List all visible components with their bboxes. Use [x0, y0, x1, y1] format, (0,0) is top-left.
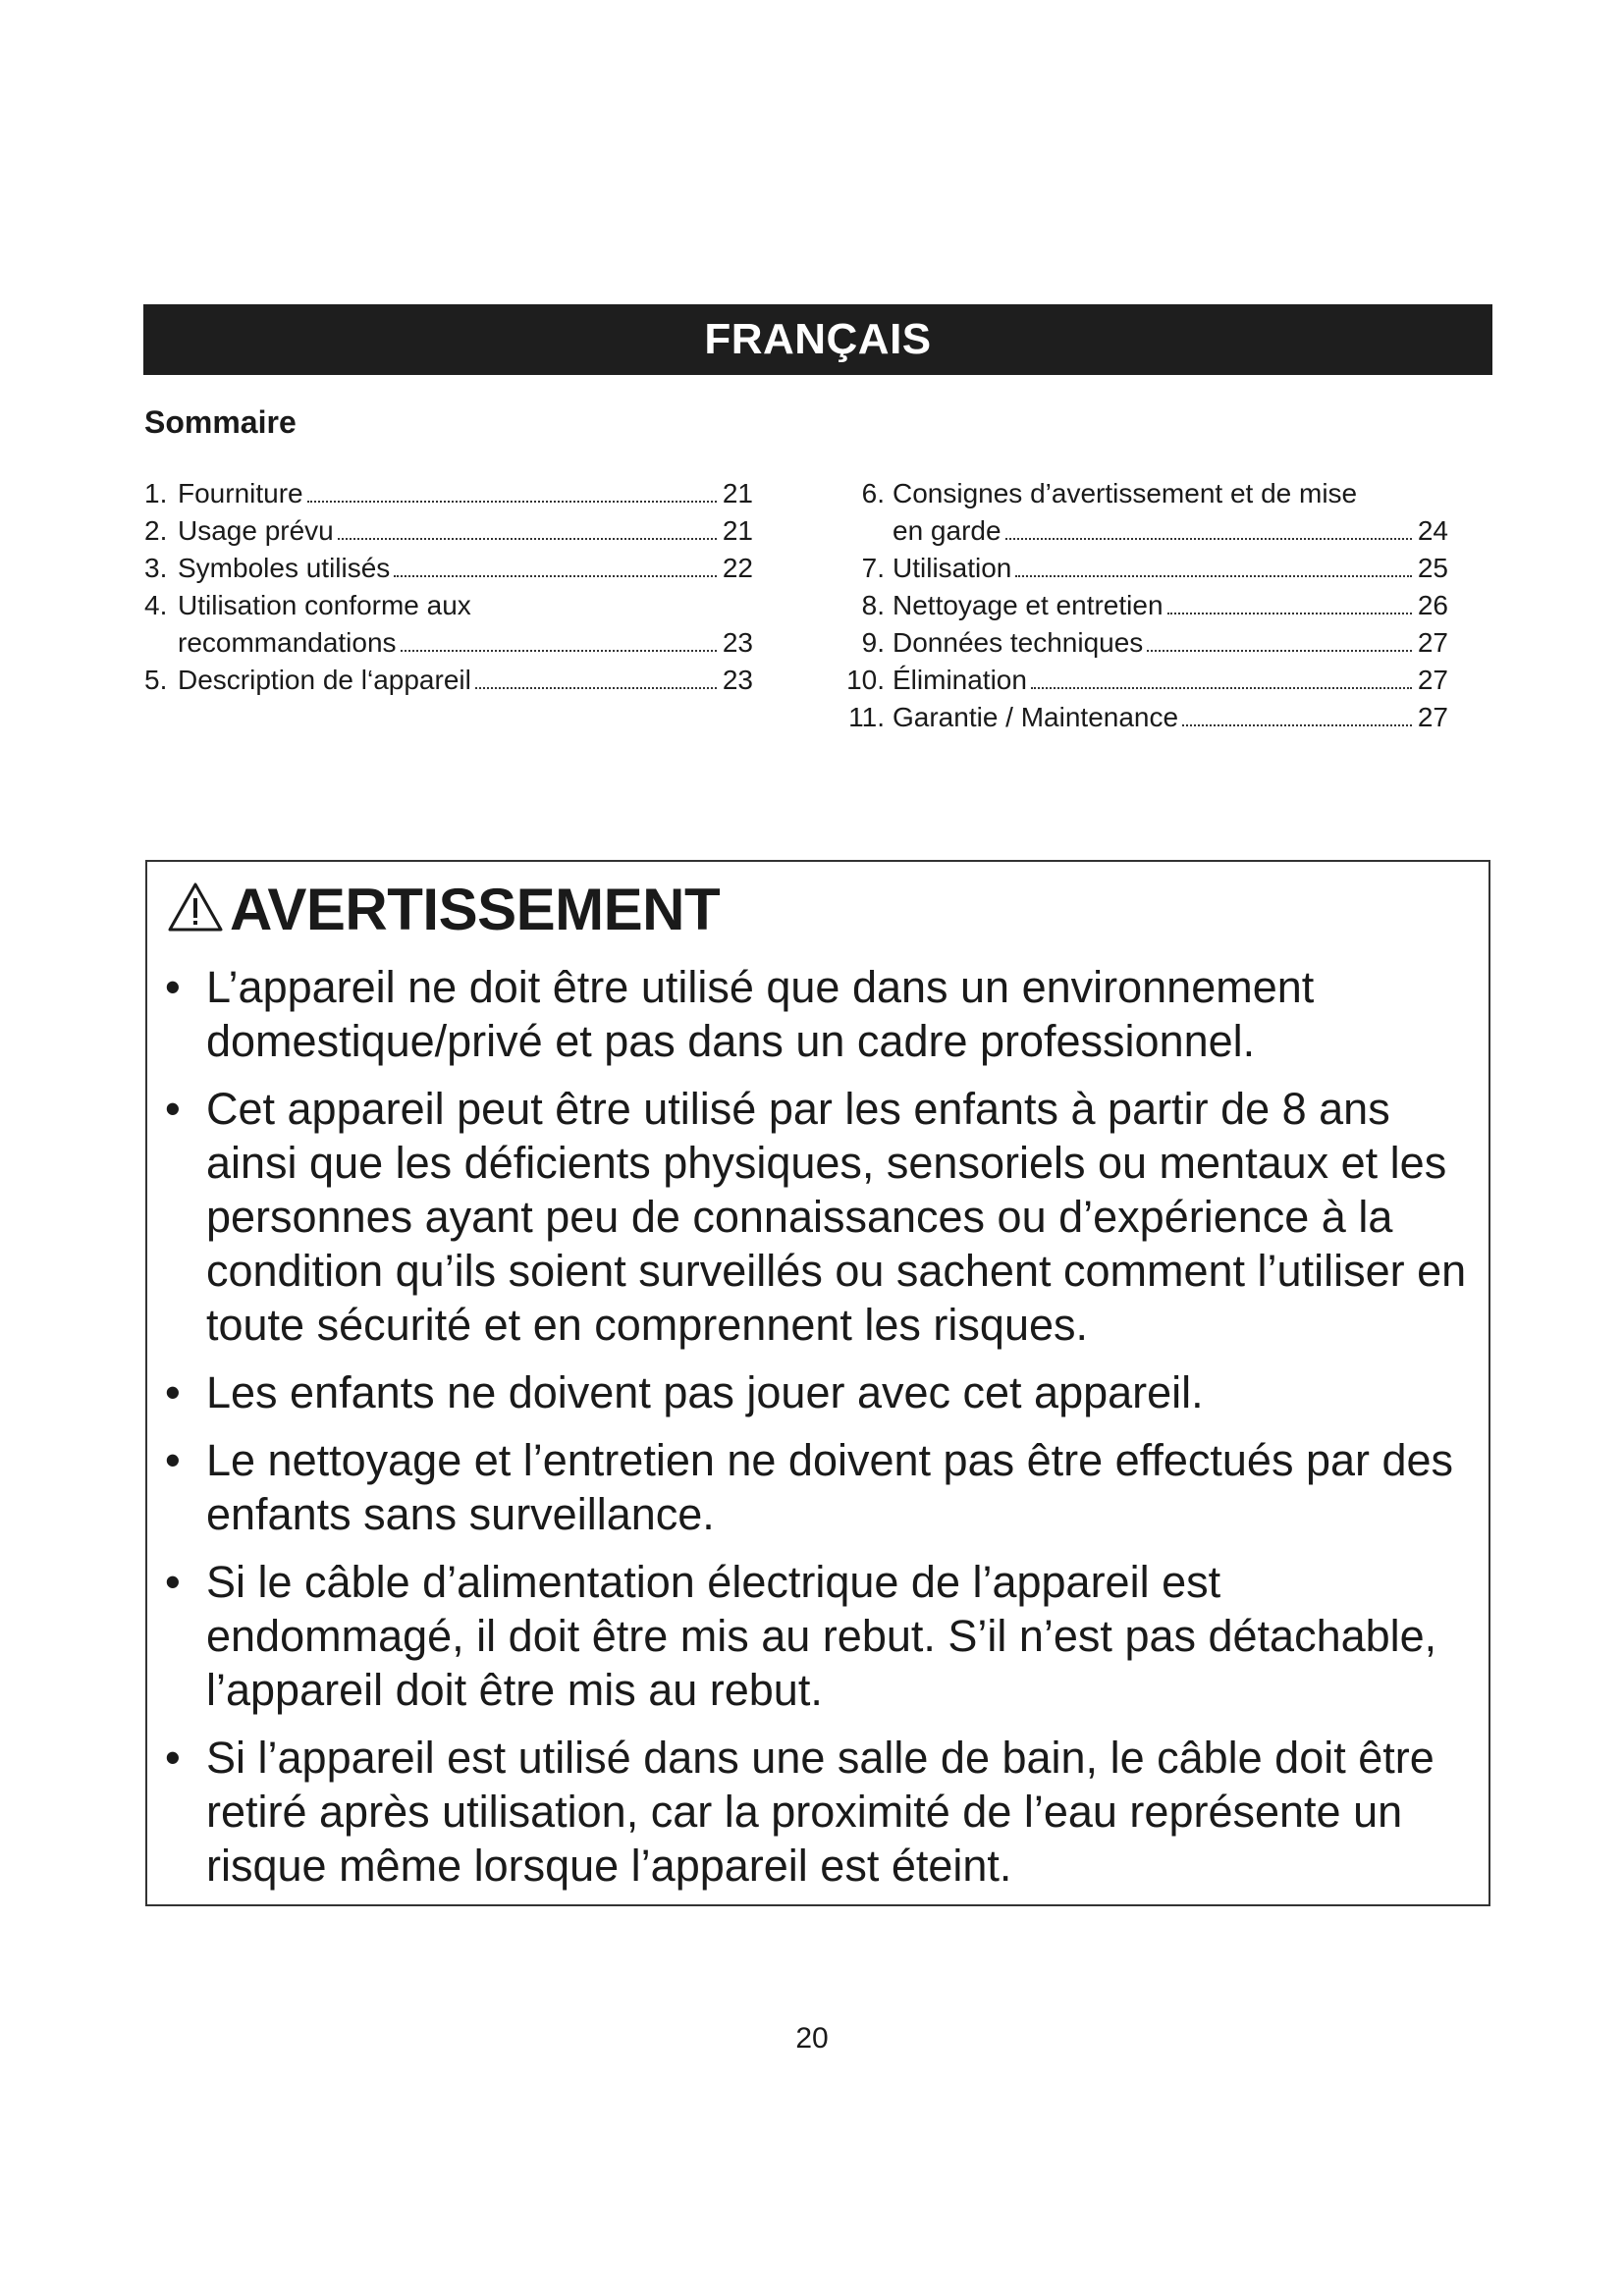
- toc-entry: [144, 475, 753, 512]
- toc-entry-number: 10.: [846, 665, 885, 695]
- warning-item-text: L’appareil ne doit être utilisé que dans un environnement domestique/privé et pas dans un cadre professionnel.: [206, 962, 1315, 1066]
- toc-entry-title: Utilisation: [893, 553, 1012, 583]
- toc-entry-title: Données techniques: [893, 627, 1144, 658]
- toc-entry-title: en garde: [893, 515, 1001, 546]
- bullet-icon: •: [165, 1084, 181, 1134]
- language-title: FRANÇAIS: [704, 315, 932, 363]
- warning-item-text: Le nettoyage et l’entretien ne doivent pas être effectués par des enfants sans surveillance.: [206, 1435, 1454, 1539]
- toc-leader-dots: [475, 687, 717, 689]
- bullet-icon: •: [165, 1435, 181, 1485]
- toc-entry-number: 2.: [144, 515, 168, 546]
- toc-entry: [830, 475, 1448, 512]
- toc-entry-page: 22: [722, 553, 753, 583]
- toc-entry-page: 27: [1417, 702, 1448, 732]
- warning-item-text: Si le câble d’alimentation électrique de l’appareil est endommagé, il doit être mis au rebut. S’il n’est pas détachable, l’appareil doit être mis au rebut.: [206, 1557, 1437, 1715]
- toc-entry-title: Description de l‘appareil: [178, 665, 471, 695]
- toc-leader-dots: [1031, 687, 1412, 689]
- toc-entry-page: 27: [1417, 665, 1448, 695]
- toc-entry-page: 26: [1417, 590, 1448, 620]
- toc-entry-title: recommandations: [178, 627, 397, 658]
- toc-entry-number: 8.: [861, 590, 885, 620]
- toc-entry-number: 7.: [861, 553, 885, 583]
- toc-entry-title: Fourniture: [178, 478, 303, 508]
- toc-entry-page: 23: [722, 665, 753, 695]
- toc-leader-dots: [401, 650, 717, 652]
- toc-entry-title: Utilisation conforme aux: [178, 590, 471, 620]
- toc-entry: [830, 624, 1448, 662]
- bullet-icon: •: [165, 1733, 181, 1783]
- toc-leader-dots: [1147, 650, 1412, 652]
- toc-entry: [144, 662, 753, 699]
- toc-entry-title: Symboles utilisés: [178, 553, 391, 583]
- toc-entry: [830, 587, 1448, 624]
- toc-entry-title: Garantie / Maintenance: [893, 702, 1179, 732]
- toc-entry-page: 24: [1417, 515, 1448, 546]
- toc-left-column: [144, 475, 753, 699]
- warning-item: [165, 1365, 1479, 1419]
- bullet-icon: •: [165, 1557, 181, 1607]
- toc-entry: [144, 512, 753, 550]
- toc-entry-number: 4.: [144, 590, 168, 620]
- toc-leader-dots: [394, 575, 717, 577]
- warning-item: [165, 1555, 1479, 1717]
- warning-list: [165, 960, 1479, 1906]
- toc-right-column: [830, 475, 1448, 736]
- toc-entry-number: 6.: [861, 478, 885, 508]
- toc-entry: [830, 550, 1448, 587]
- bullet-icon: •: [165, 1367, 181, 1417]
- toc-entry-title: Nettoyage et entretien: [893, 590, 1164, 620]
- toc-leader-dots: [338, 538, 717, 540]
- toc-entry: [830, 699, 1448, 736]
- toc-entry: [144, 550, 753, 587]
- toc-entry-title: Usage prévu: [178, 515, 334, 546]
- warning-item: [165, 960, 1479, 1068]
- warning-triangle-icon: [167, 881, 230, 937]
- toc-entry-title: Consignes d’avertissement et de mise: [893, 478, 1358, 508]
- toc-entry-page: 21: [722, 515, 753, 546]
- bullet-icon: •: [165, 962, 181, 1012]
- toc-entry-number: 9.: [861, 627, 885, 658]
- toc-entry-number: 3.: [144, 553, 168, 583]
- warning-header: [167, 876, 720, 943]
- warning-item: [165, 1082, 1479, 1352]
- toc-entry-page: 23: [722, 627, 753, 658]
- toc-entry-continuation: [830, 512, 1448, 550]
- toc-entry-page: 21: [722, 478, 753, 508]
- toc-leader-dots: [1005, 538, 1412, 540]
- toc-leader-dots: [1182, 724, 1412, 726]
- language-header: [143, 304, 1492, 375]
- warning-box: [145, 860, 1490, 1906]
- warning-item-text: Les enfants ne doivent pas jouer avec cet appareil.: [206, 1367, 1204, 1417]
- toc-leader-dots: [1167, 613, 1412, 614]
- warning-title: AVERTISSEMENT: [230, 877, 721, 942]
- warning-item: [165, 1433, 1479, 1541]
- toc-entry: [830, 662, 1448, 699]
- toc-entry-page: 27: [1417, 627, 1448, 658]
- warning-item: [165, 1731, 1479, 1893]
- toc-entry-continuation: [144, 624, 753, 662]
- toc-entry-number: 11.: [848, 702, 885, 732]
- toc-heading: Sommaire: [144, 404, 297, 440]
- warning-item-text: Cet appareil peut être utilisé par les enfants à partir de 8 ans ainsi que les déficients physiques, sensoriels ou mentaux et les personnes ayant peu de connaissances ou d’expérience à la condition qu’ils soient surveillés ou sachent comment l’utiliser en toute sécurité et en comprennent les risques.: [206, 1084, 1467, 1350]
- toc-entry-title: Élimination: [893, 665, 1027, 695]
- warning-item-text: Si l’appareil est utilisé dans une salle de bain, le câble doit être retiré après utilisation, car la proximité de l’eau représente un risque même lorsque l’appareil est éteint.: [206, 1733, 1435, 1891]
- toc-entry-page: 25: [1417, 553, 1448, 583]
- toc-leader-dots: [307, 501, 717, 503]
- page-number: 20: [795, 2022, 829, 2055]
- toc-leader-dots: [1015, 575, 1411, 577]
- toc-entry-number: 5.: [144, 665, 168, 695]
- toc-entry: [144, 587, 753, 624]
- toc-entry-number: 1.: [144, 478, 168, 508]
